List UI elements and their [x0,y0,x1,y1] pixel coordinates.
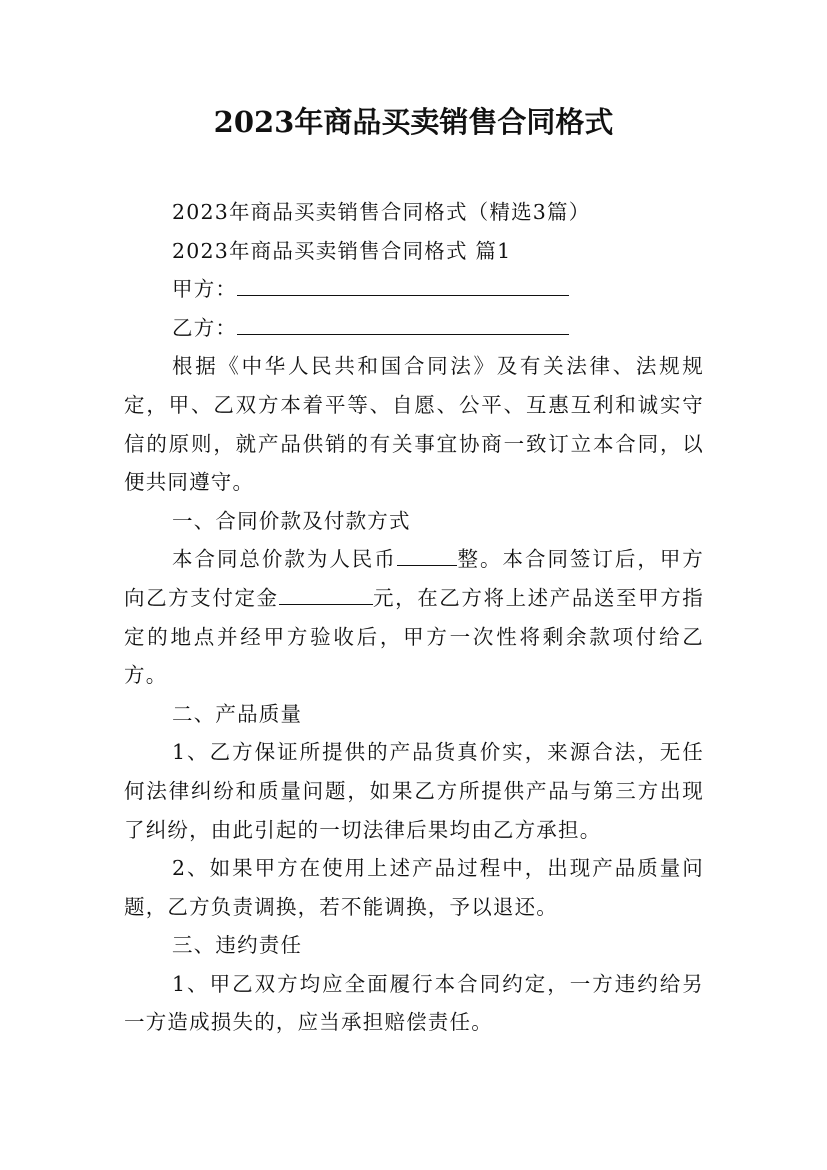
clause-1-text-a: 本合同总价款为人民币 [172,547,397,572]
clause-2-heading: 二、产品质量 [172,701,303,726]
clause-2-item-2: 2、如果甲方在使用上述产品过程中，出现产品质量问题，乙方负责调换，若不能调换，予以退还。 [124,856,704,919]
deposit-blank [279,582,373,605]
clause-1-text-b: 整。本合同签订后，甲方向乙方支付定金 [124,547,705,610]
party-a-label: 甲方： [172,277,238,302]
party-a-line [124,270,704,309]
document-title: 2023年商品买卖销售合同格式 [213,105,614,139]
clause-3-heading: 三、违约责任 [172,933,303,958]
party-b-line [124,309,704,348]
party-b-blank [237,312,569,335]
section-heading: 2023年商品买卖销售合同格式 篇1 [172,238,512,263]
clause-3-item-1: 1、甲乙双方均应全面履行本合同约定，一方违约给另一方造成损失的，应当承担赔偿责任。 [124,971,704,1035]
party-b-label: 乙方： [172,315,238,340]
clause-1-paragraph [124,540,704,694]
intro-paragraph: 根据《中华人民共和国合同法》及有关法律、法规规定，甲、乙双方本着平等、自愿、公平、互惠互利和诚实守信的原则，就产品供销的有关事宜协商一致订立本合同，以便共同遵守。 [124,354,704,495]
party-a-blank [237,273,569,296]
subtitle: 2023年商品买卖销售合同格式（精选3篇） [172,200,591,224]
document-body [124,193,704,1042]
clause-1-text-c: 元，在乙方将上述产品送至甲方指定的地点并经甲方验收后，甲方一次性将剩余款项付给乙方。 [124,585,704,688]
clause-1-heading: 一、合同价款及付款方式 [172,508,411,533]
clause-2-item-1: 1、乙方保证所提供的产品货真价实，来源合法，无任何法律纠纷和质量问题，如果乙方所提供产品与第三方出现了纠纷，由此引起的一切法律后果均由乙方承担。 [124,740,704,842]
total-price-blank [397,543,457,566]
